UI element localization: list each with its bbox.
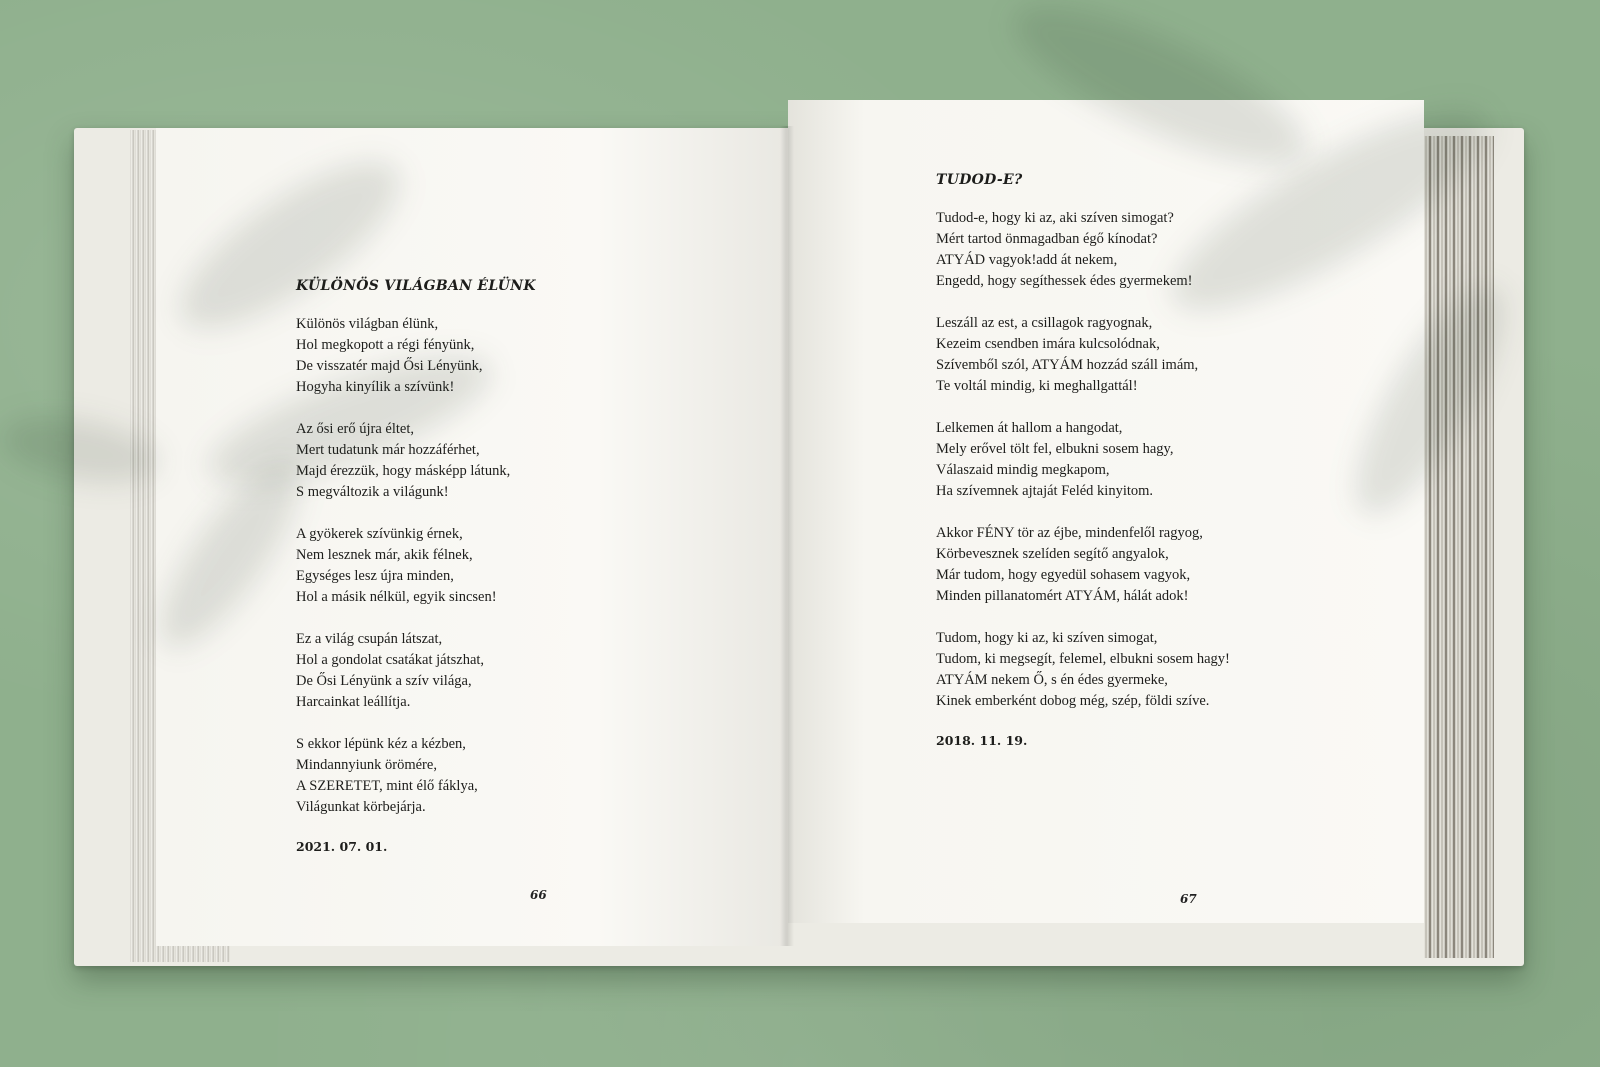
poem-line: Kinek emberként dobog még, szép, földi szíve.: [936, 693, 1210, 709]
poem-line: De Ősi Lényünk a szív világa,: [296, 673, 472, 689]
poem-date: 2018. 11. 19.: [936, 733, 1028, 748]
poem-line: Kezeim csendben imára kulcsolódnak,: [936, 336, 1160, 352]
poem-line: Hogyha kinyílik a szívünk!: [296, 379, 455, 395]
poem-line: Minden pillanatomért ATYÁM, hálát adok!: [936, 588, 1189, 604]
poem-line: Te voltál mindig, ki meghallgattál!: [936, 378, 1138, 394]
poem-line: Hol megkopott a régi fényünk,: [296, 337, 475, 353]
poem-line: A SZERETET, mint élő fáklya,: [296, 778, 478, 794]
stanza: [936, 313, 1230, 397]
stanza: [296, 734, 536, 818]
poem-line: Ha szívemnek ajtaját Feléd kinyitom.: [936, 483, 1154, 499]
stanza: [936, 418, 1230, 502]
stanza: [936, 523, 1230, 607]
book-spine: [780, 126, 794, 946]
poem-line: Egységes lesz újra minden,: [296, 568, 454, 584]
poem-title: TUDOD-E?: [936, 172, 1023, 188]
poem-line: Leszáll az est, a csillagok ragyognak,: [936, 315, 1153, 331]
poem-line: S ekkor lépünk kéz a kézben,: [296, 736, 466, 752]
left-page: [156, 128, 786, 946]
poem-line: A gyökerek szívünkig érnek,: [296, 526, 463, 542]
poem-line: ATYÁD vagyok!add át nekem,: [936, 252, 1118, 268]
poem-line: Nem lesznek már, akik félnek,: [296, 547, 473, 563]
poem-line: Különös világban élünk,: [296, 316, 439, 332]
right-poem: [936, 172, 1230, 748]
poem-line: Már tudom, hogy egyedül sohasem vagyok,: [936, 567, 1191, 583]
poem-line: Hol a gondolat csatákat játszhat,: [296, 652, 485, 668]
poem-line: Harcainkat leállítja.: [296, 694, 411, 710]
stanza: [296, 524, 536, 608]
poem-line: Mindannyiunk örömére,: [296, 757, 437, 773]
stanza: [936, 628, 1230, 712]
poem-line: Engedd, hogy segíthessek édes gyermekem!: [936, 273, 1193, 289]
poem-line: Hol a másik nélkül, egyik sincsen!: [296, 589, 497, 605]
poem-line: Válaszaid mindig megkapom,: [936, 462, 1110, 478]
poem-line: Az ősi erő újra éltet,: [296, 421, 414, 437]
stanza: [936, 208, 1230, 292]
poem-date: 2021. 07. 01.: [296, 839, 388, 854]
poem-title: KÜLÖNÖS VILÁGBAN ÉLÜNK: [296, 278, 536, 294]
poem-line: Körbevesznek szelíden segítő angyalok,: [936, 546, 1169, 562]
left-poem: [296, 278, 536, 854]
page-number: 66: [530, 888, 547, 902]
stanza: [296, 314, 536, 398]
poem-line: Majd érezzük, hogy másképp látunk,: [296, 463, 511, 479]
poem-line: Tudom, hogy ki az, ki szíven simogat,: [936, 630, 1158, 646]
poem-line: Világunkat körbejárja.: [296, 799, 426, 815]
page-number: 67: [1180, 892, 1197, 906]
poem-line: Akkor FÉNY tör az éjbe, mindenfelől ragyog,: [936, 525, 1203, 541]
poem-line: Mert tudatunk már hozzáférhet,: [296, 442, 480, 458]
open-book: [74, 100, 1524, 970]
stanza: [296, 629, 536, 713]
poem-line: ATYÁM nekem Ő, s én édes gyermeke,: [936, 672, 1168, 688]
poem-line: Ez a világ csupán látszat,: [296, 631, 443, 647]
right-page-edges: [1424, 136, 1494, 958]
poem-line: S megváltozik a világunk!: [296, 484, 449, 500]
poem-line: Mely erővel tölt fel, elbukni sosem hagy,: [936, 441, 1174, 457]
poem-line: Szívemből szól, ATYÁM hozzád száll imám,: [936, 357, 1199, 373]
right-page: [788, 100, 1424, 923]
poem-line: Tudom, ki megsegít, felemel, elbukni sosem hagy!: [936, 651, 1230, 667]
poem-line: Mért tartod önmagadban égő kínodat?: [936, 231, 1158, 247]
poem-line: Tudod-e, hogy ki az, aki szíven simogat?: [936, 210, 1174, 226]
poem-line: Lelkemen át hallom a hangodat,: [936, 420, 1123, 436]
poem-line: De visszatér majd Ősi Lényünk,: [296, 358, 483, 374]
stanza: [296, 419, 536, 503]
